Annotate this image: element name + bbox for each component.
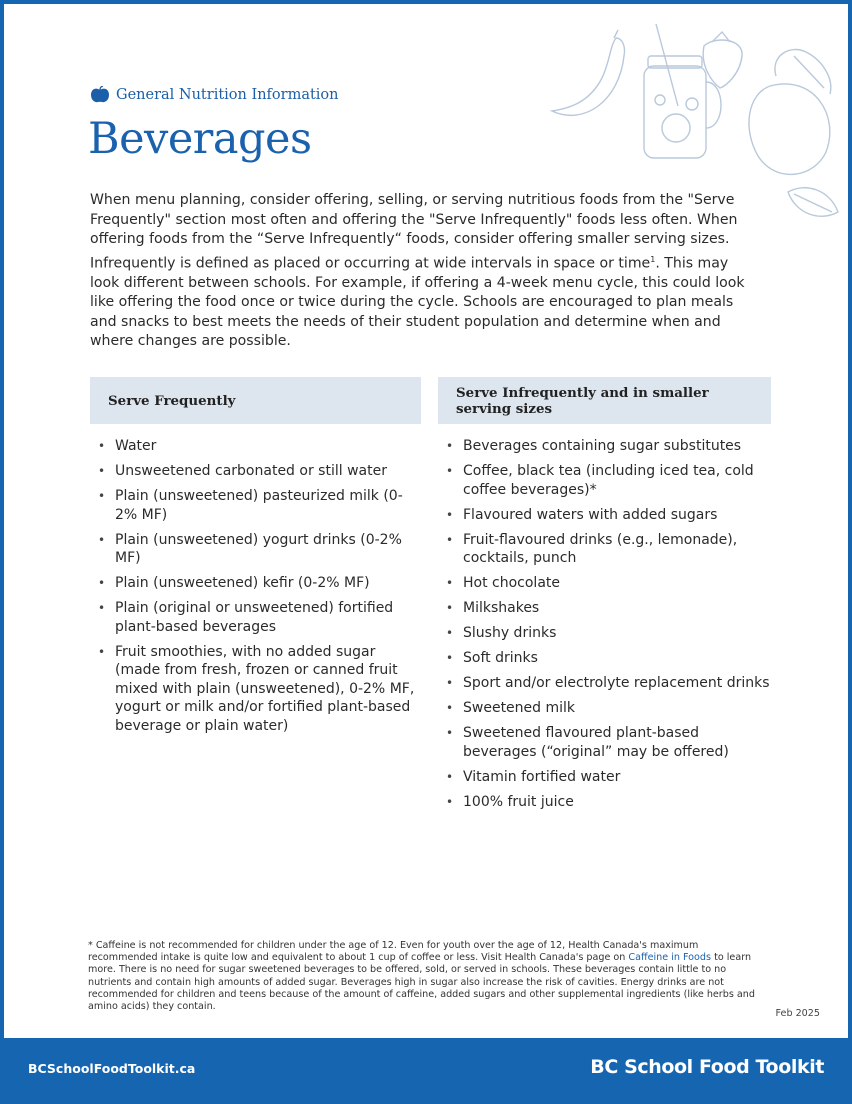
list-item: • Plain (unsweetened) pasteurized milk (0-2% MF) [96,487,416,524]
list-item: • Flavoured waters with added sugars [444,506,774,525]
list-item: • Coffee, black tea (including iced tea, cold coffee beverages)* [444,462,774,499]
footnote [88,940,758,1013]
intro-footnote-ref: 1 [650,254,656,264]
kicker-label: General Nutrition Information [116,87,339,103]
list-item: • Water [96,437,416,456]
list-item: • Beverages containing sugar substitutes [444,437,774,456]
strawberry-icon [703,32,742,88]
footer-bar [0,1038,852,1104]
mango-icon [749,49,831,174]
list-item: • 100% fruit juice [444,793,774,812]
caffeine-in-foods-link[interactable]: Caffeine in Foods [628,952,712,964]
list-item: • Fruit-flavoured drinks (e.g., lemonade), cocktails, punch [444,531,774,568]
serve-infrequently-heading: Serve Infrequently and in smaller serving sizes [438,377,771,424]
serve-frequently-list [96,437,416,742]
page-title: Beverages [88,114,312,164]
intro-text-2: . This may look different between schools. For example, if offering a 4-week menu cycle, this could look like offering the food once or twice during the cycle. Schools are encouraged to plan meals and snacks to best meets the needs of their student population and determine when and where changes are possible. [90,255,745,350]
mason-jar-icon [644,24,721,158]
banana-icon [552,30,625,115]
list-item: • Soft drinks [444,649,774,668]
intro-text-1: When menu planning, consider offering, selling, or serving nutritious foods from the "Serve Frequently" section most often and offering the "Serve Infrequently" foods less often. When offering foods from the “Serve Infrequently“ foods, consider offering smaller serving sizes. Infrequently is defined as placed or occurring at wide intervals in space or time [90,192,738,272]
footnote-text-2: to learn more. There is no need for sugar sweetened beverages to be offered, sold, or served in schools. These beverages contain little to no nutrients and contain high amounts of added sugar. Beverages high in sugar also increase the risk of cavities. Energy drinks are not recommended for children and teens because of the amount of caffeine, added sugars and other supplemental ingredients (like herbs and amino acids) they contain. [88,952,755,1013]
list-item: • Slushy drinks [444,624,774,643]
list-item: • Unsweetened carbonated or still water [96,462,416,481]
list-item: • Plain (unsweetened) yogurt drinks (0-2% MF) [96,531,416,568]
list-item: • Milkshakes [444,599,774,618]
intro-paragraph [90,191,750,352]
website-link[interactable]: BCSchoolFoodToolkit.ca [28,1061,196,1076]
list-item: • Hot chocolate [444,574,774,593]
footnote-text-1: * Caffeine is not recommended for children under the age of 12. Even for youth over the age of 12, Health Canada's maximum recommended intake is quite low and equivalent to about 1 cup of coffee or less. Visit Health Canada's page on [88,940,699,964]
section-kicker [90,86,339,104]
serve-infrequently-list [444,437,774,818]
publish-date: Feb 2025 [775,1008,820,1019]
list-item: • Fruit smoothies, with no added sugar (made from fresh, frozen or canned fruit mixed with plain (unsweetened), 0-2% MF, yogurt or milk and/or fortified plant-based beverage or plain water) [96,643,416,736]
list-item: • Vitamin fortified water [444,768,774,787]
list-item: • Sweetened milk [444,699,774,718]
list-item: • Sport and/or electrolyte replacement drinks [444,674,774,693]
brand-logo-text: BC School Food Toolkit [590,1056,824,1078]
list-item: • Plain (unsweetened) kefir (0-2% MF) [96,574,416,593]
serve-frequently-heading: Serve Frequently [90,377,421,424]
apple-icon [90,86,110,104]
list-item: • Plain (original or unsweetened) fortified plant-based beverages [96,599,416,636]
list-item: • Sweetened flavoured plant-based beverages (“original” may be offered) [444,724,774,761]
leaf-icon [788,188,838,217]
